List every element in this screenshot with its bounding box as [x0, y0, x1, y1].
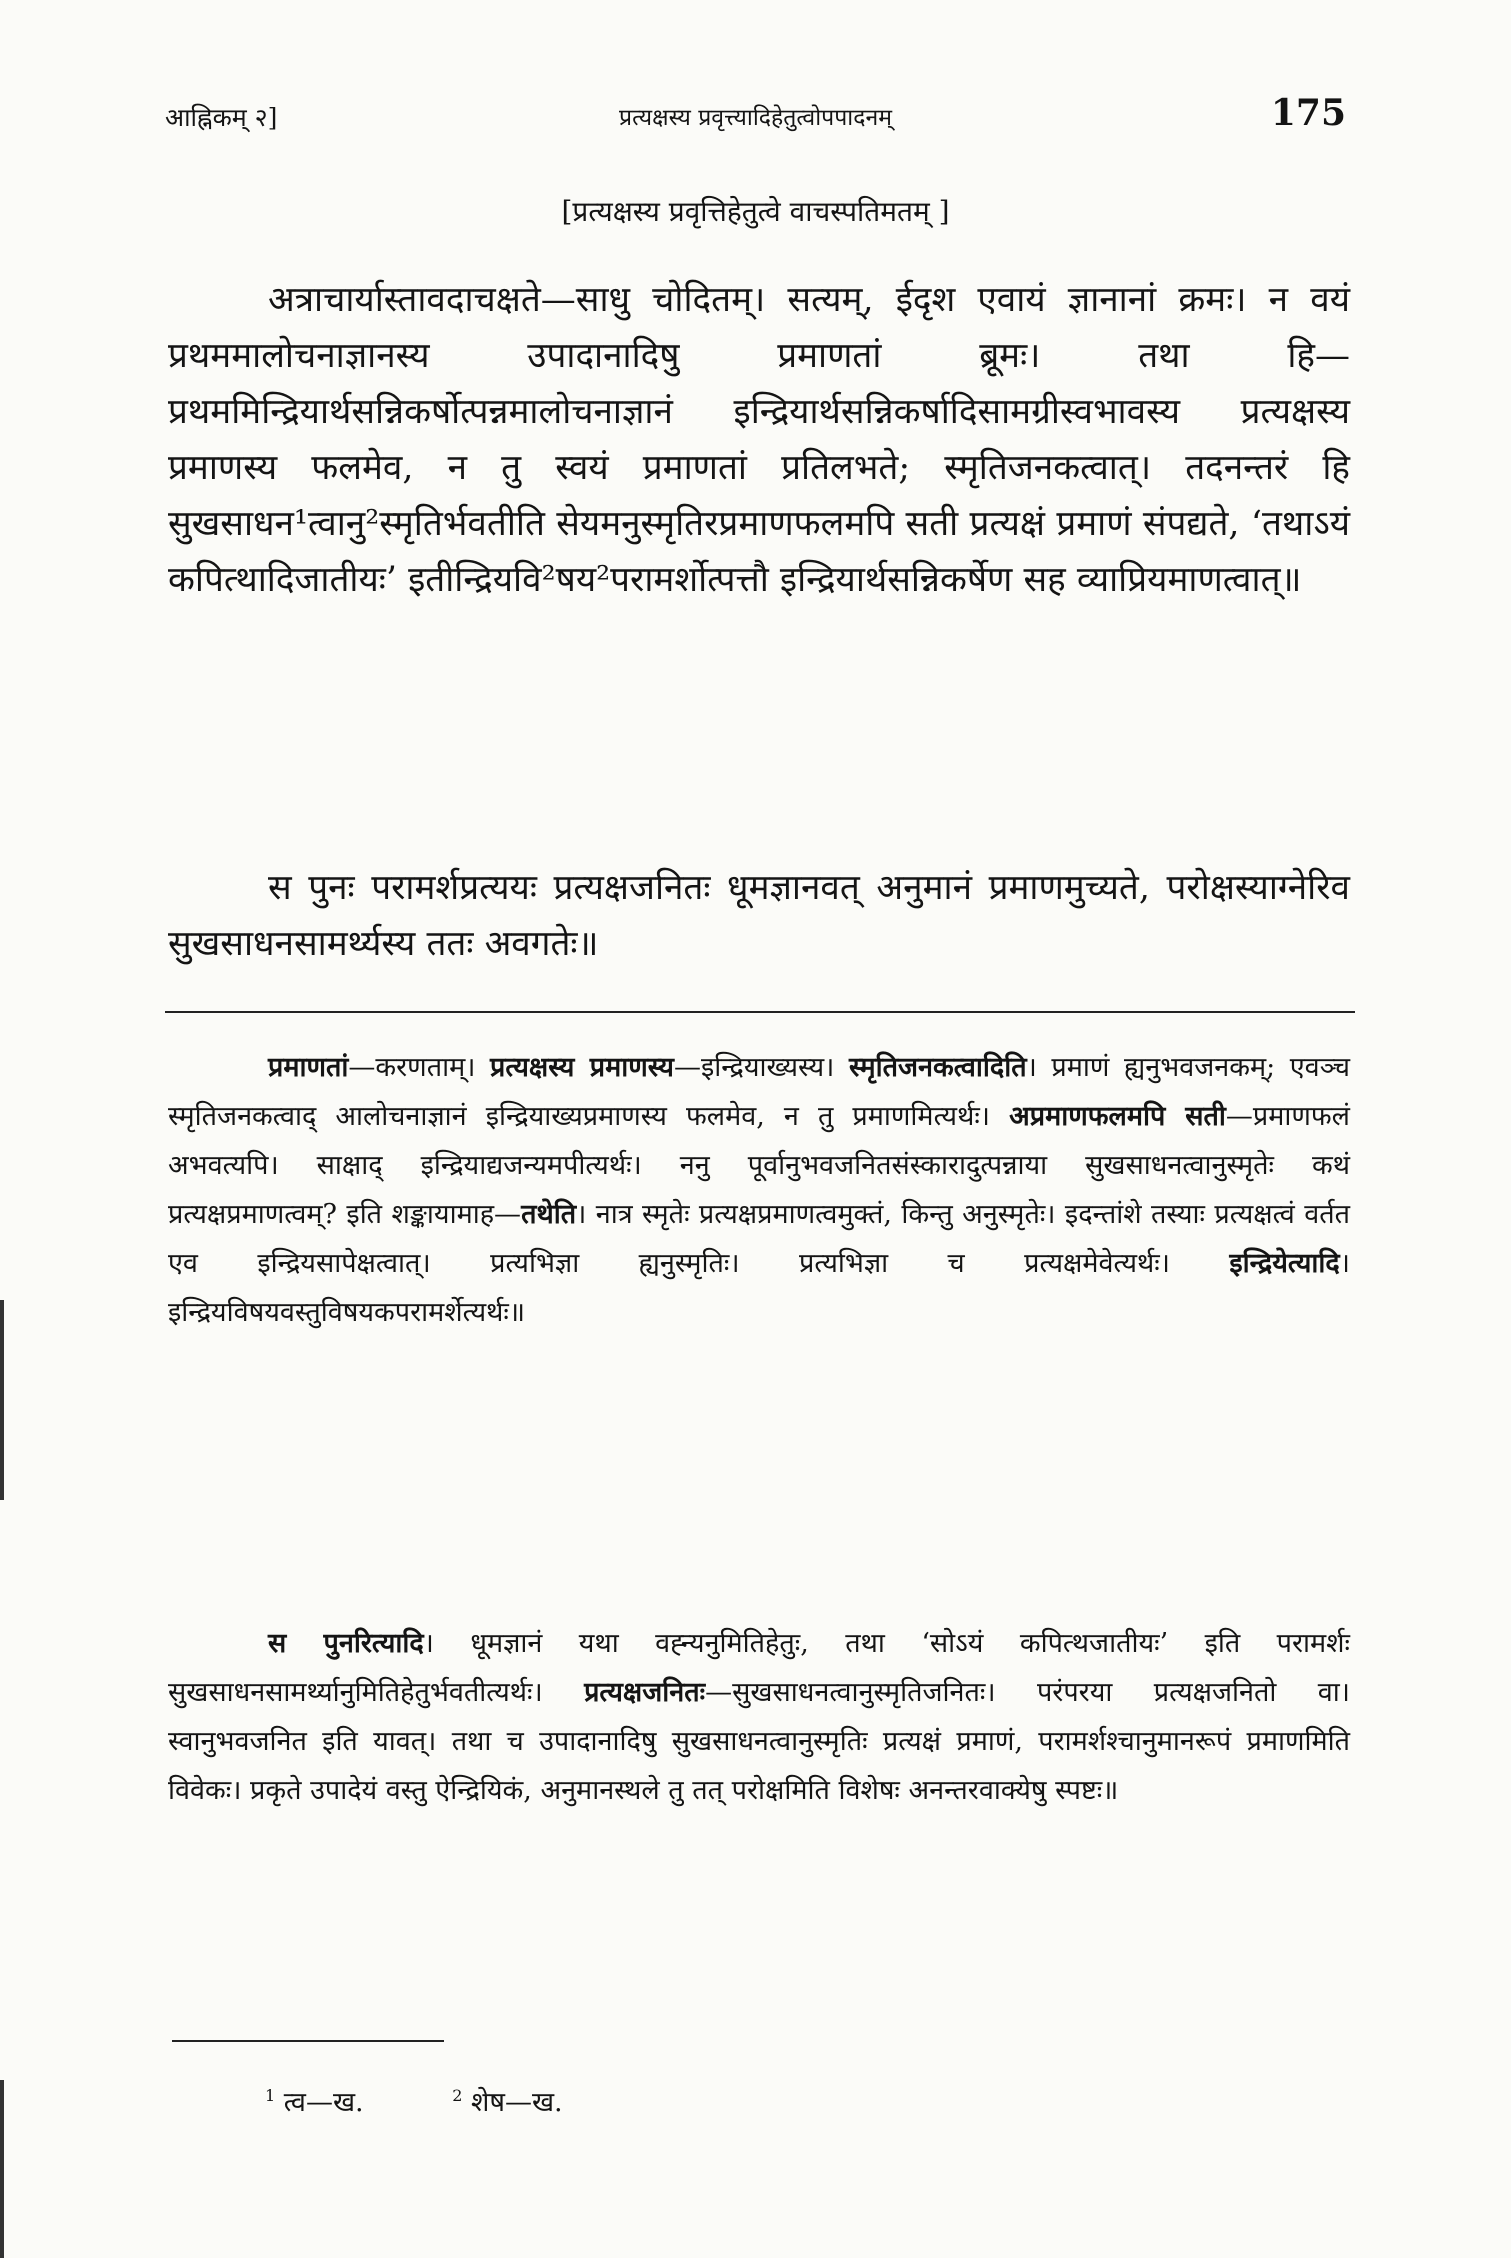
- page-number: 175: [1270, 92, 1346, 134]
- commentary-text: —इन्द्रियाख्यस्य।: [673, 1052, 849, 1083]
- header-section-label: आह्निकम् २]: [165, 103, 278, 132]
- footnote-2: [452, 2087, 562, 2118]
- main-paragraph-2: स पुनः परामर्शप्रत्ययः प्रत्यक्षजनितः धूमज्ञानवत् अनुमानं प्रमाणमुच्यते, परोक्षस्याग्नेरिव सुखसाधनसामर्थ्यस्य ततः अवगतेः॥: [168, 868, 1350, 964]
- commentary-lemma: प्रत्यक्षजनितः: [584, 1677, 706, 1708]
- commentary-lemma: प्रमाणतां: [268, 1052, 349, 1083]
- commentary-paragraph-2: [168, 1619, 1350, 1815]
- header-title: प्रत्यक्षस्य प्रवृत्त्यादिहेतुत्वोपपादनम्: [619, 105, 892, 131]
- commentary-text: —करणताम्।: [348, 1052, 491, 1083]
- main-paragraph-1: अत्राचार्यास्तावदाचक्षते—साधु चोदितम्। सत्यम्, ईदृश एवायं ज्ञानानां क्रमः। न वयं प्रथममालोचनाज्ञानस्य उपादानादिषु प्रमाणतां ब्रूमः। तथा हि—प्रथममिन्द्रियार्थसन्निकर्षोत्पन्नमालोचनाज्ञानं इन्द्रियार्थसन्निकर्षादिसामग्रीस्वभावस्य प्रत्यक्षस्य प्रमाणस्य फलमेव, न तु स्वयं प्रमाणतां प्रतिलभते; स्मृतिजनकत्वात्। तदनन्तरं हि सुखसाधन¹त्वानु²स्मृतिर्भवतीति सेयमनुस्मृतिरप्रमाणफलमपि सती प्रत्यक्षं प्रमाणं संपद्यते, ‘तथाऽयं कपित्थादिजातीयः’ इतीन्द्रियवि²षय²परामर्शोत्पत्तौ इन्द्रियार्थसन्निकर्षेण सह व्याप्रियमाणत्वात्॥: [168, 280, 1350, 600]
- footnote-2-number: 2: [452, 2086, 463, 2105]
- footnotes: [265, 2082, 643, 2119]
- commentary-text: । इन्द्रियविषयवस्तुविषयकपरामर्शेत्यर्थः॥: [168, 1248, 1350, 1328]
- commentary-lemma: स्मृतिजनकत्वादिति: [848, 1052, 1027, 1083]
- scan-edge-mark: [0, 1300, 4, 1500]
- commentary-text: । नात्र स्मृतेः प्रत्यक्षप्रमाणत्वमुक्तं, किन्तु अनुस्मृतेः। इदन्तांशे तस्याः प्रत्यक्षत्वं वर्तत एव इन्द्रियसापेक्षत्वात्। प्रत्यभिज्ञा ह्यनुस्मृतिः। प्रत्यभिज्ञा च प्रत्यक्षमेवेत्यर्थः।: [168, 1199, 1350, 1279]
- commentary-divider: [165, 1011, 1355, 1013]
- commentary-lemma: स पुनरित्यादि: [268, 1628, 424, 1659]
- commentary-lemma: प्रत्यक्षस्य प्रमाणस्य: [490, 1052, 674, 1083]
- commentary-text: —प्रमाणफलं अभवत्यपि। साक्षाद् इन्द्रियाद्यजन्यमपीत्यर्थः। ननु पूर्वानुभवजनितसंस्कारादुत्पन्नाया सुखसाधनत्वानुस्मृतेः कथं प्रत्यक्षप्रमाणत्वम्? इति शङ्कायामाह—: [168, 1101, 1350, 1230]
- commentary-text: —सुखसाधनत्वानुस्मृतिजनितः। परंपरया प्रत्यक्षजनितो वा। स्वानुभवजनित इति यावत्। तथा च उपादानादिषु सुखसाधनत्वानुस्मृतिः प्रत्यक्षं प्रमाणं, परामर्शश्चानुमानरूपं प्रमाणमिति विवेकः। प्रकृते उपादेयं वस्तु ऐन्द्रियिकं, अनुमानस्थले तु तत् परोक्षमिति विशेषः अनन्तरवाक्येषु स्पष्टः॥: [168, 1677, 1350, 1806]
- scan-edge-mark: [0, 2080, 4, 2258]
- commentary-text: । धूमज्ञानं यथा वह्न्यनुमितिहेतुः, तथा ‘सोऽयं कपित्थजातीयः’ इति परामर्शः सुखसाधनसामर्थ्यानुमितिहेतुर्भवतीत्यर्थः।: [168, 1628, 1350, 1708]
- commentary-lemma: इन्द्रियेत्यादि: [1229, 1248, 1340, 1279]
- commentary-paragraph-1: [168, 1043, 1350, 1337]
- commentary-lemma: अप्रमाणफलमपि सती: [1009, 1101, 1226, 1132]
- footnote-1-number: 1: [265, 2086, 276, 2105]
- commentary-lemma: तथेति: [521, 1199, 577, 1230]
- footnote-1-text: त्व—ख.: [283, 2087, 364, 2118]
- section-heading: [प्रत्यक्षस्य प्रवृत्तिहेतुत्वे वाचस्पतिमतम् ]: [561, 195, 950, 228]
- running-header: [165, 92, 1346, 146]
- commentary-text: । प्रमाणं ह्यनुभवजनकम्; एवञ्च स्मृतिजनकत्वाद् आलोचनाज्ञानं इन्द्रियाख्यप्रमाणस्य फलमेव, न तु प्रमाणमित्यर्थः।: [168, 1052, 1350, 1132]
- footnote-divider: [172, 2040, 444, 2042]
- footnote-2-text: शेष—ख.: [471, 2087, 563, 2118]
- footnote-1: [265, 2087, 364, 2118]
